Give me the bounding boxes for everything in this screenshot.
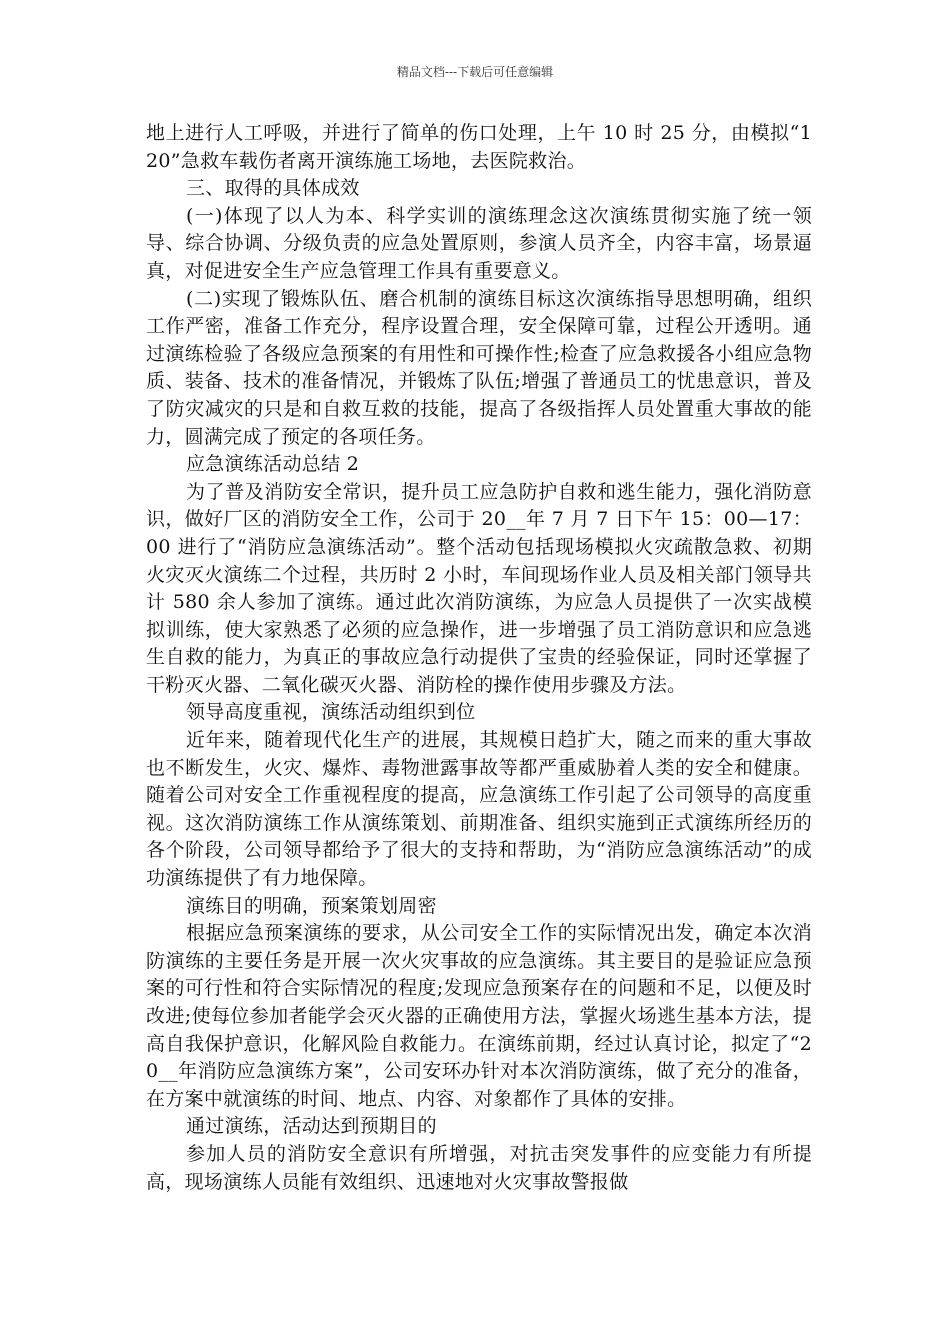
paragraph-outcome: 参加人员的消防安全意识有所增强，对抗击突发事件的应变能力有所提高，现场演练人员能有效组织、迅速地对火灾事故警报做 [146, 1142, 812, 1193]
subheading-purpose: 演练目的明确，预案策划周密 [186, 894, 437, 917]
summary-title-2: 应急演练活动总结 2 [186, 453, 360, 476]
paragraph-result-two: (二)实现了锻炼队伍、磨合机制的演练目标这次演练指导思想明确，组织工作严密，准备工作充分，程序设置合理，安全保障可靠，过程公开透明。通过演练检验了各级应急预案的有用性和可操作性;检查了应急救援各小组应急物质、装备、技术的准备情况，并锻炼了队伍;增强了普通员工的忧患意识，普及了防灾减灾的只是和自救互救的技能，提高了各级指挥人员处置重大事故的能力，圆满完成了预定的各项任务。 [146, 287, 812, 448]
paragraph-result-one: (一)体现了以人为本、科学实训的演练理念这次演练贯彻实施了统一领导、综合协调、分级负责的应急处置原则，参演人员齐全，内容丰富，场景逼真，对促进安全生产应急管理工作具有重要意义。 [146, 204, 812, 282]
document-body [146, 120, 812, 1196]
section-heading-results: 三、取得的具体成效 [186, 177, 360, 200]
subheading-leadership: 领导高度重视，演练活动组织到位 [186, 701, 476, 724]
paragraph-continuation: 地上进行人工呼吸，并进行了简单的伤口处理，上午 10 时 25 分，由模拟“120”急救车载伤者离开演练施工场地，去医院救治。 [146, 122, 812, 172]
page-header: 精品文档---下载后可任意编辑 [396, 65, 554, 79]
paragraph-leadership: 近年来，随着现代化生产的进展，其规模日趋扩大，随之而来的重大事故也不断发生，火灾、爆炸、毒物泄露事故等都严重威胁着人类的安全和健康。随着公司对安全工作重视程度的提高，应急演练工作引起了公司领导的高度重视。这次消防演练工作从演练策划、前期准备、组织实施到正式演练所经历的各个阶段，公司领导都给予了很大的支持和帮助，为“消防应急演练活动”的成功演练提供了有力地保障。 [146, 729, 812, 890]
subheading-outcome: 通过演练，活动达到预期目的 [186, 1115, 437, 1138]
paragraph-drill-overview: 为了普及消防安全常识，提升员工应急防护自救和逃生能力，强化消防意识，做好厂区的消防安全工作，公司于 20__年 7 月 7 日下午 15：00—17：00 进行了“消防应急演练活动”。整个活动包括现场模拟火灾疏散急救、初期火灾灭火演练二个过程，共历时 2 小时，车间现场作业人员及相关部门领导共计 580 余人参加了演练。通过此次消防演练，为应急人员提供了一次实战模拟训练，使大家熟悉了必须的应急操作，进一步增强了员工消防意识和应急逃生自救的能力，为真正的事故应急行动提供了宝贵的经验保证，同时还掌握了干粉灭火器、二氧化碳灭火器、消防栓的操作使用步骤及方法。 [146, 480, 812, 696]
paragraph-purpose: 根据应急预案演练的要求，从公司安全工作的实际情况出发，确定本次消防演练的主要任务是开展一次火灾事故的应急演练。其主要目的是验证应急预案的可行性和符合实际情况的程度;发现应急预案存在的问题和不足，以便及时改进;使每位参加者能学会灭火器的正确使用方法，掌握火场逃生基本方法，提高自我保护意识，化解风险自救能力。在演练前期，经过认真讨论，拟定了“20__年消防应急演练方案”，公司安环办针对本次消防演练，做了充分的准备，在方案中就演练的时间、地点、内容、对象都作了具体的安排。 [146, 922, 812, 1110]
